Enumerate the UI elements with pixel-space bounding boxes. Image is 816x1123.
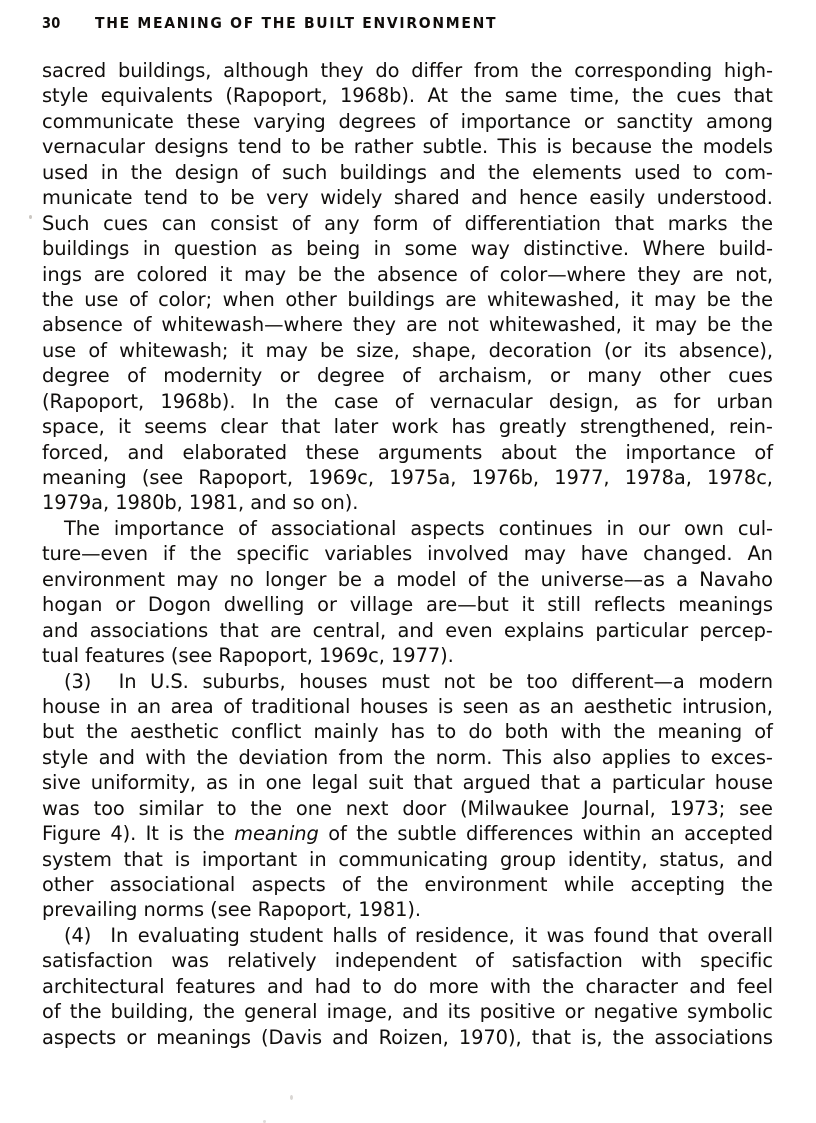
text-line: municate tend to be very widely shared and hence easily understood.	[42, 186, 773, 210]
scan-speck-icon	[715, 1040, 717, 1043]
text-line: The importance of associational aspects continues in our own cul-	[64, 516, 773, 540]
para-associational	[42, 516, 773, 669]
scan-speck-icon	[290, 1095, 293, 1100]
text-line: environment may no longer be a model of the universe—as a Navaho	[42, 567, 773, 591]
text-line: ture—even if the specific variables involved may have changed. An	[42, 542, 773, 566]
text-line: (Rapoport, 1968b). In the case of vernacular design, as for urban	[42, 389, 773, 413]
text-line: the use of color; when other buildings are whitewashed, it may be the	[42, 287, 773, 311]
text-line: forced, and elaborated these arguments about the importance of	[42, 440, 773, 464]
text-line: Such cues can consist of any form of differentiation that marks the	[42, 211, 773, 235]
text-line: (3) In U.S. suburbs, houses must not be too different—a modern	[64, 669, 773, 693]
text-line: buildings in question as being in some way distinctive. Where build-	[42, 237, 773, 261]
text-line: tual features (see Rapoport, 1969c, 1977).	[42, 644, 454, 668]
para-item-4	[42, 923, 773, 1050]
text-line: sive uniformity, as in one legal suit that argued that a particular house	[42, 771, 773, 795]
text-line: ings are colored it may be the absence of color—where they are not,	[42, 262, 773, 286]
running-head	[42, 14, 773, 36]
text-line: meaning (see Rapoport, 1969c, 1975a, 1976b, 1977, 1978a, 1978c,	[42, 466, 773, 489]
text-line: was too similar to the one next door (Milwaukee Journal, 1973; see	[42, 796, 773, 820]
text-line: absence of whitewash—where they are not whitewashed, it may be the	[42, 313, 773, 337]
body-text-block	[42, 58, 773, 1050]
text-line: and associations that are central, and even explains particular percep-	[42, 618, 773, 642]
text-line: degree of modernity or degree of archaism, or many other cues	[42, 364, 773, 388]
text-line: of the building, the general image, and its positive or negative symbolic	[42, 1000, 773, 1024]
text-line: (4) In evaluating student halls of residence, it was found that overall	[64, 923, 773, 947]
text-line: prevailing norms (see Rapoport, 1981).	[42, 898, 422, 922]
text-line: house in an area of traditional houses is seen as an aesthetic intrusion,	[42, 694, 773, 718]
text-line: system that is important in communicating group identity, status, and	[42, 847, 773, 871]
running-head-title: THE MEANING OF THE BUILT ENVIRONMENT	[94, 14, 497, 32]
text-line: used in the design of such buildings and the elements used to com-	[42, 160, 773, 184]
text-line: sacred buildings, although they do differ from the corresponding high-	[42, 59, 773, 82]
text-line: vernacular designs tend to be rather subtle. This is because the models	[42, 135, 773, 159]
text-line: other associational aspects of the environment while accepting the	[42, 873, 773, 896]
page-number: 30	[42, 14, 61, 32]
emphasised-word: meaning	[234, 822, 319, 846]
text-line: style equivalents (Rapoport, 1968b). At the same time, the cues that	[42, 84, 773, 108]
text-line: 1979a, 1980b, 1981, and so on).	[42, 491, 359, 515]
text-line: communicate these varying degrees of importance or sanctity among	[42, 109, 773, 133]
scan-speck-icon	[742, 952, 745, 955]
text-line: use of whitewash; it may be size, shape, decoration (or its absence),	[42, 338, 773, 362]
text-line: space, it seems clear that later work has greatly strengthened, rein-	[42, 415, 773, 439]
text-line: but the aesthetic conflict mainly has to do both with the meaning of	[42, 720, 773, 744]
text-line: architectural features and had to do more with the character and feel	[42, 974, 773, 998]
text-line: hogan or Dogon dwelling or village are—but it still reflects meanings	[42, 593, 773, 617]
text-line: aspects or meanings (Davis and Roizen, 1970), that is, the associations	[42, 1025, 773, 1049]
para-item-3	[42, 669, 773, 923]
text-line: style and with the deviation from the norm. This also applies to exces-	[42, 745, 773, 769]
scan-speck-icon	[29, 215, 32, 219]
para-continuation	[42, 58, 773, 516]
text-line: satisfaction was relatively independent of satisfaction with specific	[42, 949, 773, 973]
text-line: Figure 4). It is the meaning of the subtle differences within an accepted	[42, 822, 773, 846]
